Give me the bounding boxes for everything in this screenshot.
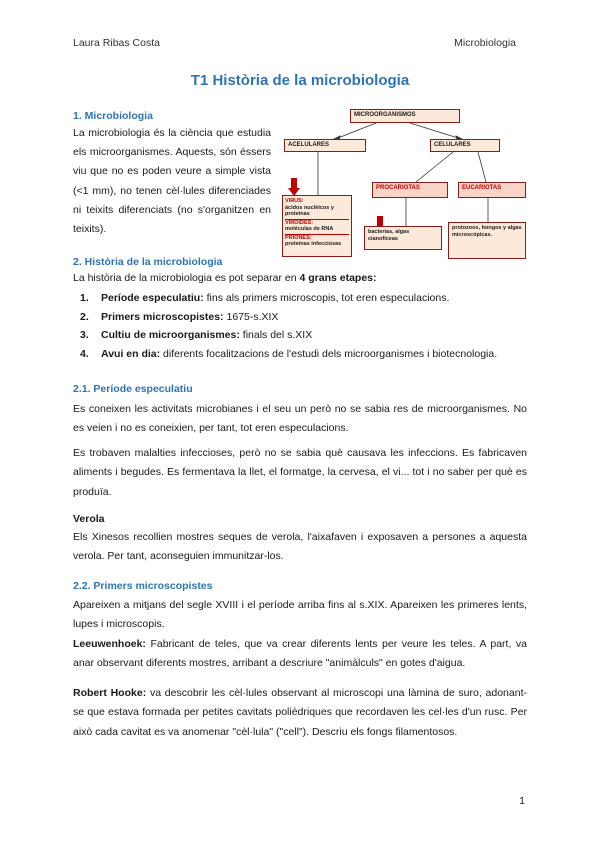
diagram-viroides-label: VIROIDES:: [285, 219, 314, 226]
periode-paragraph-1: Es coneixen les activitats microbianes i el seu un però no se sabia res de microorganismes. No es veien i no es coneixien, per tant, tot eren especulacions.: [73, 403, 527, 435]
hooke-paragraph: [73, 684, 527, 742]
diagram-virus-label: VIRUS:: [285, 198, 304, 204]
header-author: Laura Ribas Costa: [73, 37, 160, 49]
list-item-title: Cultiu de microorganismes:: [101, 329, 240, 342]
list-item-text: diferents focalitzacions de l'estudi dels microorganismes i biotecnologia.: [160, 348, 498, 361]
list-item-text: fins als primers microscopis, tot eren especulacions.: [203, 292, 450, 304]
list-item: [80, 289, 497, 308]
periode-paragraph-2: Es trobaven malalties infeccioses, però no se sabia què causava les infeccions. Es fabricaven aliments i begudes. Es fermentava la llet, el formatge, la cervesa, el vi... tot i no saber per què es produïa.: [73, 447, 527, 498]
diagram-acelulares-label: ACELULARES: [288, 142, 330, 148]
diagram-virus-desc: ácidos nucléicos y proteínas: [285, 204, 334, 217]
section-microbiologia-text: La microbiologia és la ciència que estudia els microorganismes. Aquests, són éssers viu que no es poden veure a simple vista (<1 mm), no tenen cèl·lules diferenciades ni teixits diferenciats (no s'organitzen en teixits).: [73, 127, 271, 236]
diagram-bacterias-box: [364, 226, 442, 250]
diagram-acellular-types-box: [282, 195, 352, 257]
diagram-acelulares-box: [284, 139, 366, 152]
list-item: [80, 326, 497, 345]
microorganisms-diagram: [278, 106, 526, 266]
diagram-celulares-box: [430, 139, 500, 152]
hooke-text: va descobrir les cèl·lules observant al microscopi una làmina de suro, adonant-se que estava formada per petites cavitats polièdriques que recordaven les cel·les d'un rusc. Per això cada cavitat es va anomenar "cèl·lula" ("cell"). Descriu els fongs filamentosos.: [73, 687, 527, 738]
section-historia-intro: [73, 272, 377, 284]
diagram-root-box: [350, 109, 460, 123]
list-item: [80, 308, 497, 327]
list-item-number: 1.: [80, 292, 89, 304]
historia-intro-bold: 4 grans etapes:: [299, 272, 377, 284]
section-historia-heading: 2. Història de la microbiologia: [73, 256, 223, 268]
list-item-title: Avui en dia:: [101, 348, 161, 361]
verola-paragraph: Els Xinesos recollien mostres seques de verola, l'aixafaven i exposaven a persones a aquesta verola. Per tant, aconseguien immunitzar-los.: [73, 531, 527, 563]
list-item-text: 1675-s.XIX: [223, 310, 279, 323]
page-number: 1: [519, 795, 525, 807]
page-title: T1 Història de la microbiologia: [190, 72, 410, 89]
header-subject: Microbiologia: [454, 37, 516, 49]
hooke-name: Robert Hooke:: [73, 687, 147, 699]
microscopistes-paragraph-1: Apareixen a mitjans del segle XVIII i el període arriba fins al s.XIX. Apareixen les primeres lents, lupes i microscopis.: [73, 599, 527, 631]
list-item-number: 3.: [80, 329, 89, 342]
diagram-eucariotas-box: [458, 182, 526, 198]
list-item-title: Període especulatiu:: [101, 292, 204, 304]
diagram-celulares-label: CELULARES: [434, 142, 471, 148]
diagram-bacterias-label: bacterias, algas cianofíceas: [368, 229, 410, 242]
list-item-number: 4.: [80, 348, 89, 361]
diagram-root-label: MICROORGANISMOS: [354, 112, 416, 118]
leeuwenhoek-paragraph: [73, 635, 527, 674]
diagram-priones-desc: proteínas infecciosas: [285, 241, 342, 247]
list-item-text: finals del s.XIX: [239, 329, 313, 342]
diagram-priones-label: PRIONES:: [285, 234, 312, 241]
diagram-eucariotas-label: EUCARIOTAS: [462, 185, 502, 191]
leeuwenhoek-text: Fabricant de teles, que va crear diferents lents per veure les teles. A part, va anar observant diferents mostres, arribant a descriure "animàlculs" en gotes d'aigua.: [73, 638, 527, 670]
section-primers-microscopistes-heading: 2.2. Primers microscopistes: [73, 580, 213, 592]
historia-intro-text: La història de la microbiologia es pot separar en: [73, 272, 300, 284]
verola-heading: Verola: [73, 513, 105, 525]
leeuwenhoek-name: Leeuwenhoek:: [73, 638, 146, 650]
diagram-eucariotas-desc: protozoos, hongos y algas microscópicas.: [452, 225, 522, 238]
diagram-viroides-desc: moléculas de RNA: [285, 226, 334, 232]
diagram-procariotas-label: PROCARIOTAS: [376, 185, 420, 191]
stages-list: [80, 289, 497, 364]
list-item-number: 2.: [80, 310, 89, 323]
section-periode-especulatiu-heading: 2.1. Període especulatiu: [73, 383, 193, 395]
diagram-eucariotas-desc-box: [448, 222, 526, 259]
diagram-procariotas-box: [372, 182, 448, 198]
section-microbiologia-heading: 1. Microbiologia: [73, 110, 153, 122]
list-item-title: Primers microscopistes:: [101, 310, 224, 323]
list-item: [80, 345, 497, 364]
